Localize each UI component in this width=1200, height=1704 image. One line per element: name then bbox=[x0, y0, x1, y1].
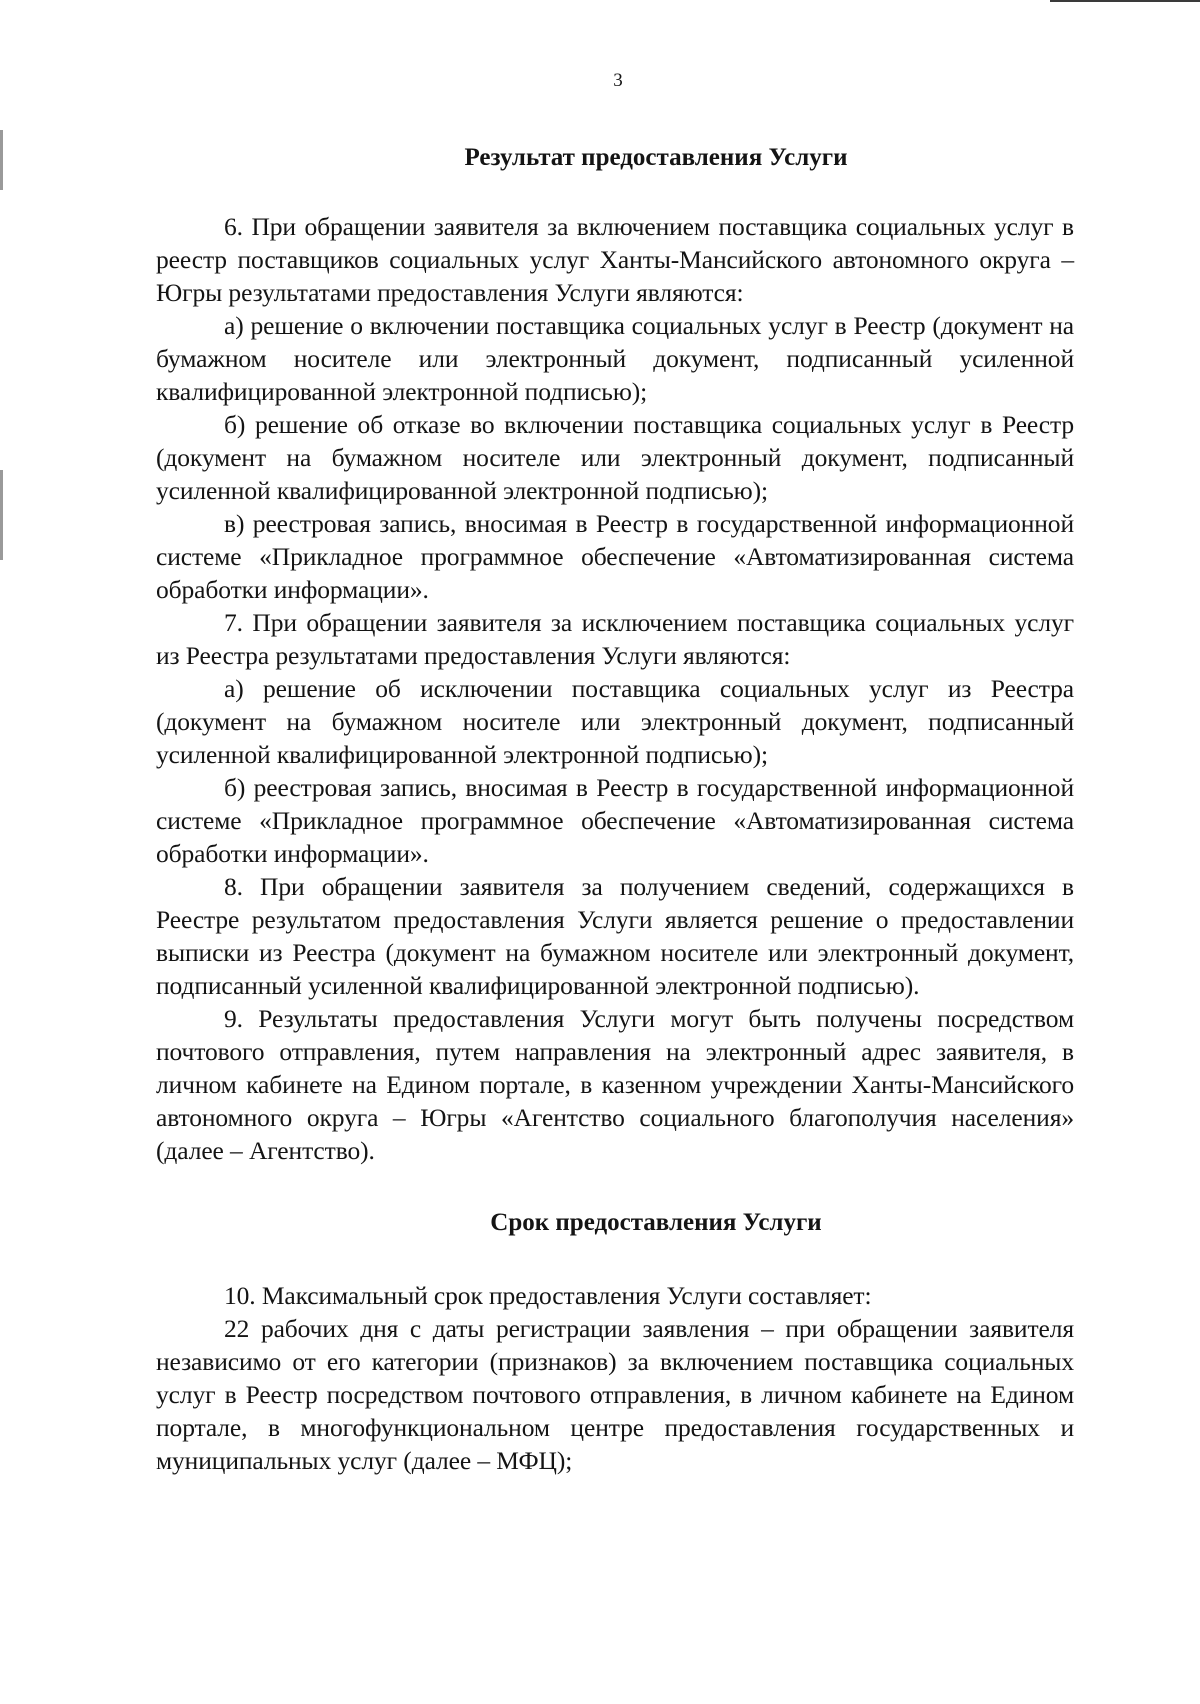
paragraph: в) реестровая запись, вносимая в Реестр в государственной информационной системе «Прикладное программное обеспечение «Автоматизированная система обработки информации». bbox=[156, 509, 1074, 604]
paragraph: а) решение о включении поставщика социальных услуг в Реестр (документ на бумажном носителе или электронный документ, подписанный усиленной квалифицированной электронной подписью); bbox=[156, 311, 1074, 406]
paragraph: 10. Максимальный срок предоставления Услуги составляет: bbox=[224, 1281, 872, 1310]
scan-edge-mark bbox=[0, 130, 3, 190]
scan-edge-line bbox=[1050, 0, 1200, 2]
paragraph: б) решение об отказе во включении поставщика социальных услуг в Реестр (документ на бумажном носителе или электронный документ, подписанный усиленной квалифицированной электронной подписью); bbox=[156, 410, 1074, 505]
page-number: 3 bbox=[613, 70, 623, 91]
paragraph: 8. При обращении заявителя за получением сведений, содержащихся в Реестре результатом предоставления Услуги является решение о предоставлении выписки из Реестра (документ на бумажном носителе или электронный документ, подписанный усиленной квалифицированной электронной подписью). bbox=[156, 872, 1074, 1000]
paragraph: б) реестровая запись, вносимая в Реестр в государственной информационной системе «Прикладное программное обеспечение «Автоматизированная система обработки информации». bbox=[156, 773, 1074, 868]
document-body bbox=[156, 142, 1074, 1477]
paragraph: 7. При обращении заявителя за исключением поставщика социальных услуг из Реестра результатами предоставления Услуги являются: bbox=[156, 608, 1074, 670]
paragraph: 6. При обращении заявителя за включением поставщика социальных услуг в реестр поставщиков социальных услуг Ханты-Мансийского автономного округа – Югры результатами предоставления Услуги являются: bbox=[156, 212, 1074, 307]
section-heading-term: Срок предоставления Услуги bbox=[490, 1209, 822, 1236]
paragraph: а) решение об исключении поставщика социальных услуг из Реестра (документ на бумажном носителе или электронный документ, подписанный усиленной квалифицированной электронной подписью); bbox=[156, 674, 1074, 769]
section-heading-result: Результат предоставления Услуги bbox=[464, 144, 848, 171]
scan-edge-mark bbox=[0, 470, 3, 560]
paragraph: 9. Результаты предоставления Услуги могут быть получены посредством почтового отправления, путем направления на электронный адрес заявителя, в личном кабинете на Едином портале, в казенном учреждении Ханты-Мансийского автономного округа – Югры «Агентство социального благополучия населения» (далее – Агентство). bbox=[156, 1004, 1074, 1165]
paragraph: 22 рабочих дня с даты регистрации заявления – при обращении заявителя независимо от его категории (признаков) за включением поставщика социальных услуг в Реестр посредством почтового отправления, в личном кабинете на Едином портале, в многофункциональном центре предоставления государственных и муниципальных услуг (далее – МФЦ); bbox=[156, 1314, 1074, 1475]
